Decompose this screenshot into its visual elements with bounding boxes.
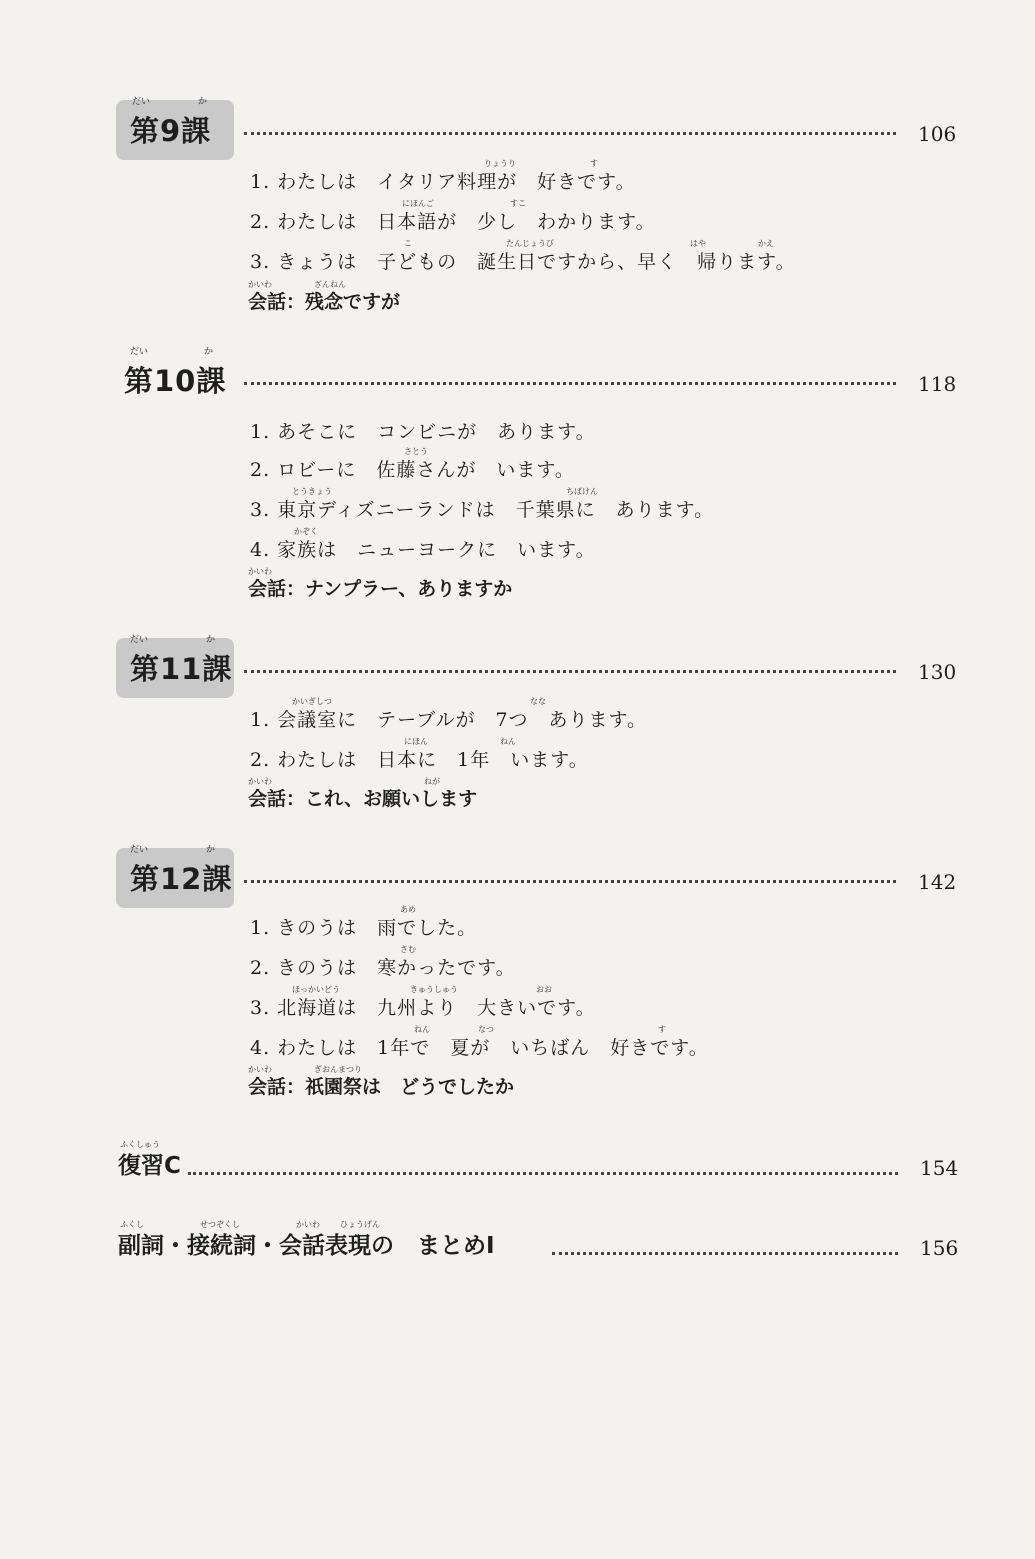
- toc-lesson-10[interactable]: [0, 347, 1035, 400]
- page-number: 142: [918, 870, 957, 894]
- ruby-reading: ふくしゅう: [120, 1140, 160, 1149]
- toc-lesson-11[interactable]: [0, 635, 1035, 688]
- ruby-reading: ふくし: [120, 1220, 144, 1229]
- sentence-item: 3. きょうは 子どもの 誕生日ですから、早く 帰ります。: [250, 251, 796, 273]
- sentence-item: 1. わたしは イタリア料理が 好きです。: [250, 171, 636, 193]
- ruby-reading: おお: [536, 985, 552, 994]
- sentence-item: 4. わたしは 1年で 夏が いちばん 好きです。: [250, 1037, 709, 1059]
- ruby-reading: かいわ: [248, 567, 272, 576]
- sentence-item: 3. 北海道は 九州より 大きいです。: [250, 997, 596, 1019]
- ruby-reading: かいわ: [248, 1065, 272, 1074]
- conversation-title: 会話：祇園祭は どうでしたか: [248, 1076, 515, 1098]
- sentence-item: 3. 東京ディズニーランドは 千葉県に あります。: [250, 499, 715, 521]
- ruby-reading: ねん: [414, 1025, 430, 1034]
- sentence-item: 2. きのうは 寒かったです。: [250, 957, 516, 979]
- ruby-reading: だい: [130, 845, 149, 855]
- ruby-reading: か: [204, 347, 214, 357]
- ruby-reading: だい: [130, 635, 149, 645]
- ruby-reading: かぞく: [294, 527, 318, 536]
- ruby-reading: か: [206, 845, 216, 855]
- dot-leader: [552, 1252, 898, 1255]
- ruby-reading: か: [206, 635, 216, 645]
- sentence-item: 2. わたしは 日本に 1年 います。: [250, 749, 589, 771]
- ruby-reading: かいわ: [296, 1220, 320, 1229]
- ruby-reading: かいぎしつ: [292, 697, 332, 706]
- page-number: 118: [918, 372, 957, 396]
- ruby-reading: す: [658, 1025, 666, 1034]
- lesson-title: 第9課: [130, 114, 212, 148]
- ruby-reading: たんじょうび: [506, 239, 554, 248]
- lesson-badge: [116, 635, 234, 698]
- ruby-reading: なつ: [478, 1025, 494, 1034]
- conversation-title: 会話：ナンプラー、ありますか: [248, 578, 513, 600]
- ruby-reading: かいわ: [248, 777, 272, 786]
- lesson-title: 第10課: [124, 364, 227, 398]
- ruby-reading: だい: [132, 97, 151, 107]
- summary-title: 副詞・接続詞・会話表現の まとめⅠ: [118, 1233, 495, 1259]
- page-number: 106: [918, 122, 957, 146]
- review-title: 復習C: [118, 1153, 181, 1179]
- conversation-title: 会話：残念ですが: [248, 291, 401, 313]
- ruby-reading: す: [590, 159, 598, 168]
- sentence-item: 4. 家族は ニューヨークに います。: [250, 539, 596, 561]
- ruby-reading: だい: [130, 347, 149, 357]
- ruby-reading: ねん: [500, 737, 516, 746]
- ruby-reading: ひょうげん: [340, 1220, 380, 1229]
- ruby-reading: はや: [690, 239, 706, 248]
- conversation-title: 会話：これ、お願いします: [248, 788, 478, 810]
- ruby-reading: にほん: [404, 737, 428, 746]
- ruby-reading: きゅうしゅう: [410, 985, 458, 994]
- ruby-reading: すこ: [510, 199, 526, 208]
- dot-leader: [244, 670, 896, 673]
- lesson-title: 第12課: [130, 862, 233, 896]
- ruby-reading: ぎおんまつり: [314, 1065, 362, 1074]
- ruby-reading: とうきょう: [292, 487, 332, 496]
- toc-summary[interactable]: [0, 1220, 1035, 1270]
- ruby-reading: なな: [530, 697, 546, 706]
- toc-lesson-9[interactable]: [0, 97, 1035, 150]
- lesson-badge: [116, 97, 234, 160]
- dot-leader: [244, 382, 896, 385]
- sentence-item: 1. あそこに コンビニが あります。: [250, 421, 596, 443]
- ruby-reading: ほっかいどう: [292, 985, 340, 994]
- page-number: 156: [920, 1236, 959, 1260]
- sentence-item: 2. わたしは 日本語が 少し わかります。: [250, 211, 656, 233]
- ruby-reading: ねが: [424, 777, 440, 786]
- ruby-reading: さとう: [404, 447, 428, 456]
- ruby-reading: こ: [404, 239, 412, 248]
- sentence-item: 1. きのうは 雨でした。: [250, 917, 478, 939]
- ruby-reading: あめ: [400, 905, 416, 914]
- ruby-reading: さむ: [400, 945, 416, 954]
- ruby-reading: かえ: [758, 239, 774, 248]
- sentence-item: 1. 会議室に テーブルが 7つ あります。: [250, 709, 648, 731]
- page-number: 154: [920, 1156, 959, 1180]
- ruby-reading: かいわ: [248, 280, 272, 289]
- ruby-reading: ざんねん: [314, 280, 346, 289]
- ruby-reading: せつぞくし: [200, 1220, 240, 1229]
- ruby-reading: りょうり: [484, 159, 516, 168]
- lesson-title: 第11課: [130, 652, 233, 686]
- toc-lesson-12[interactable]: [0, 845, 1035, 898]
- dot-leader: [188, 1172, 898, 1175]
- ruby-reading: ちばけん: [566, 487, 598, 496]
- lesson-badge: [116, 347, 232, 410]
- page-number: 130: [918, 660, 957, 684]
- sentence-item: 2. ロビーに 佐藤さんが います。: [250, 459, 575, 481]
- ruby-reading: か: [198, 97, 208, 107]
- toc-review-c[interactable]: [0, 1140, 1035, 1190]
- dot-leader: [244, 132, 896, 135]
- ruby-reading: にほんご: [402, 199, 434, 208]
- lesson-badge: [116, 845, 234, 908]
- dot-leader: [244, 880, 896, 883]
